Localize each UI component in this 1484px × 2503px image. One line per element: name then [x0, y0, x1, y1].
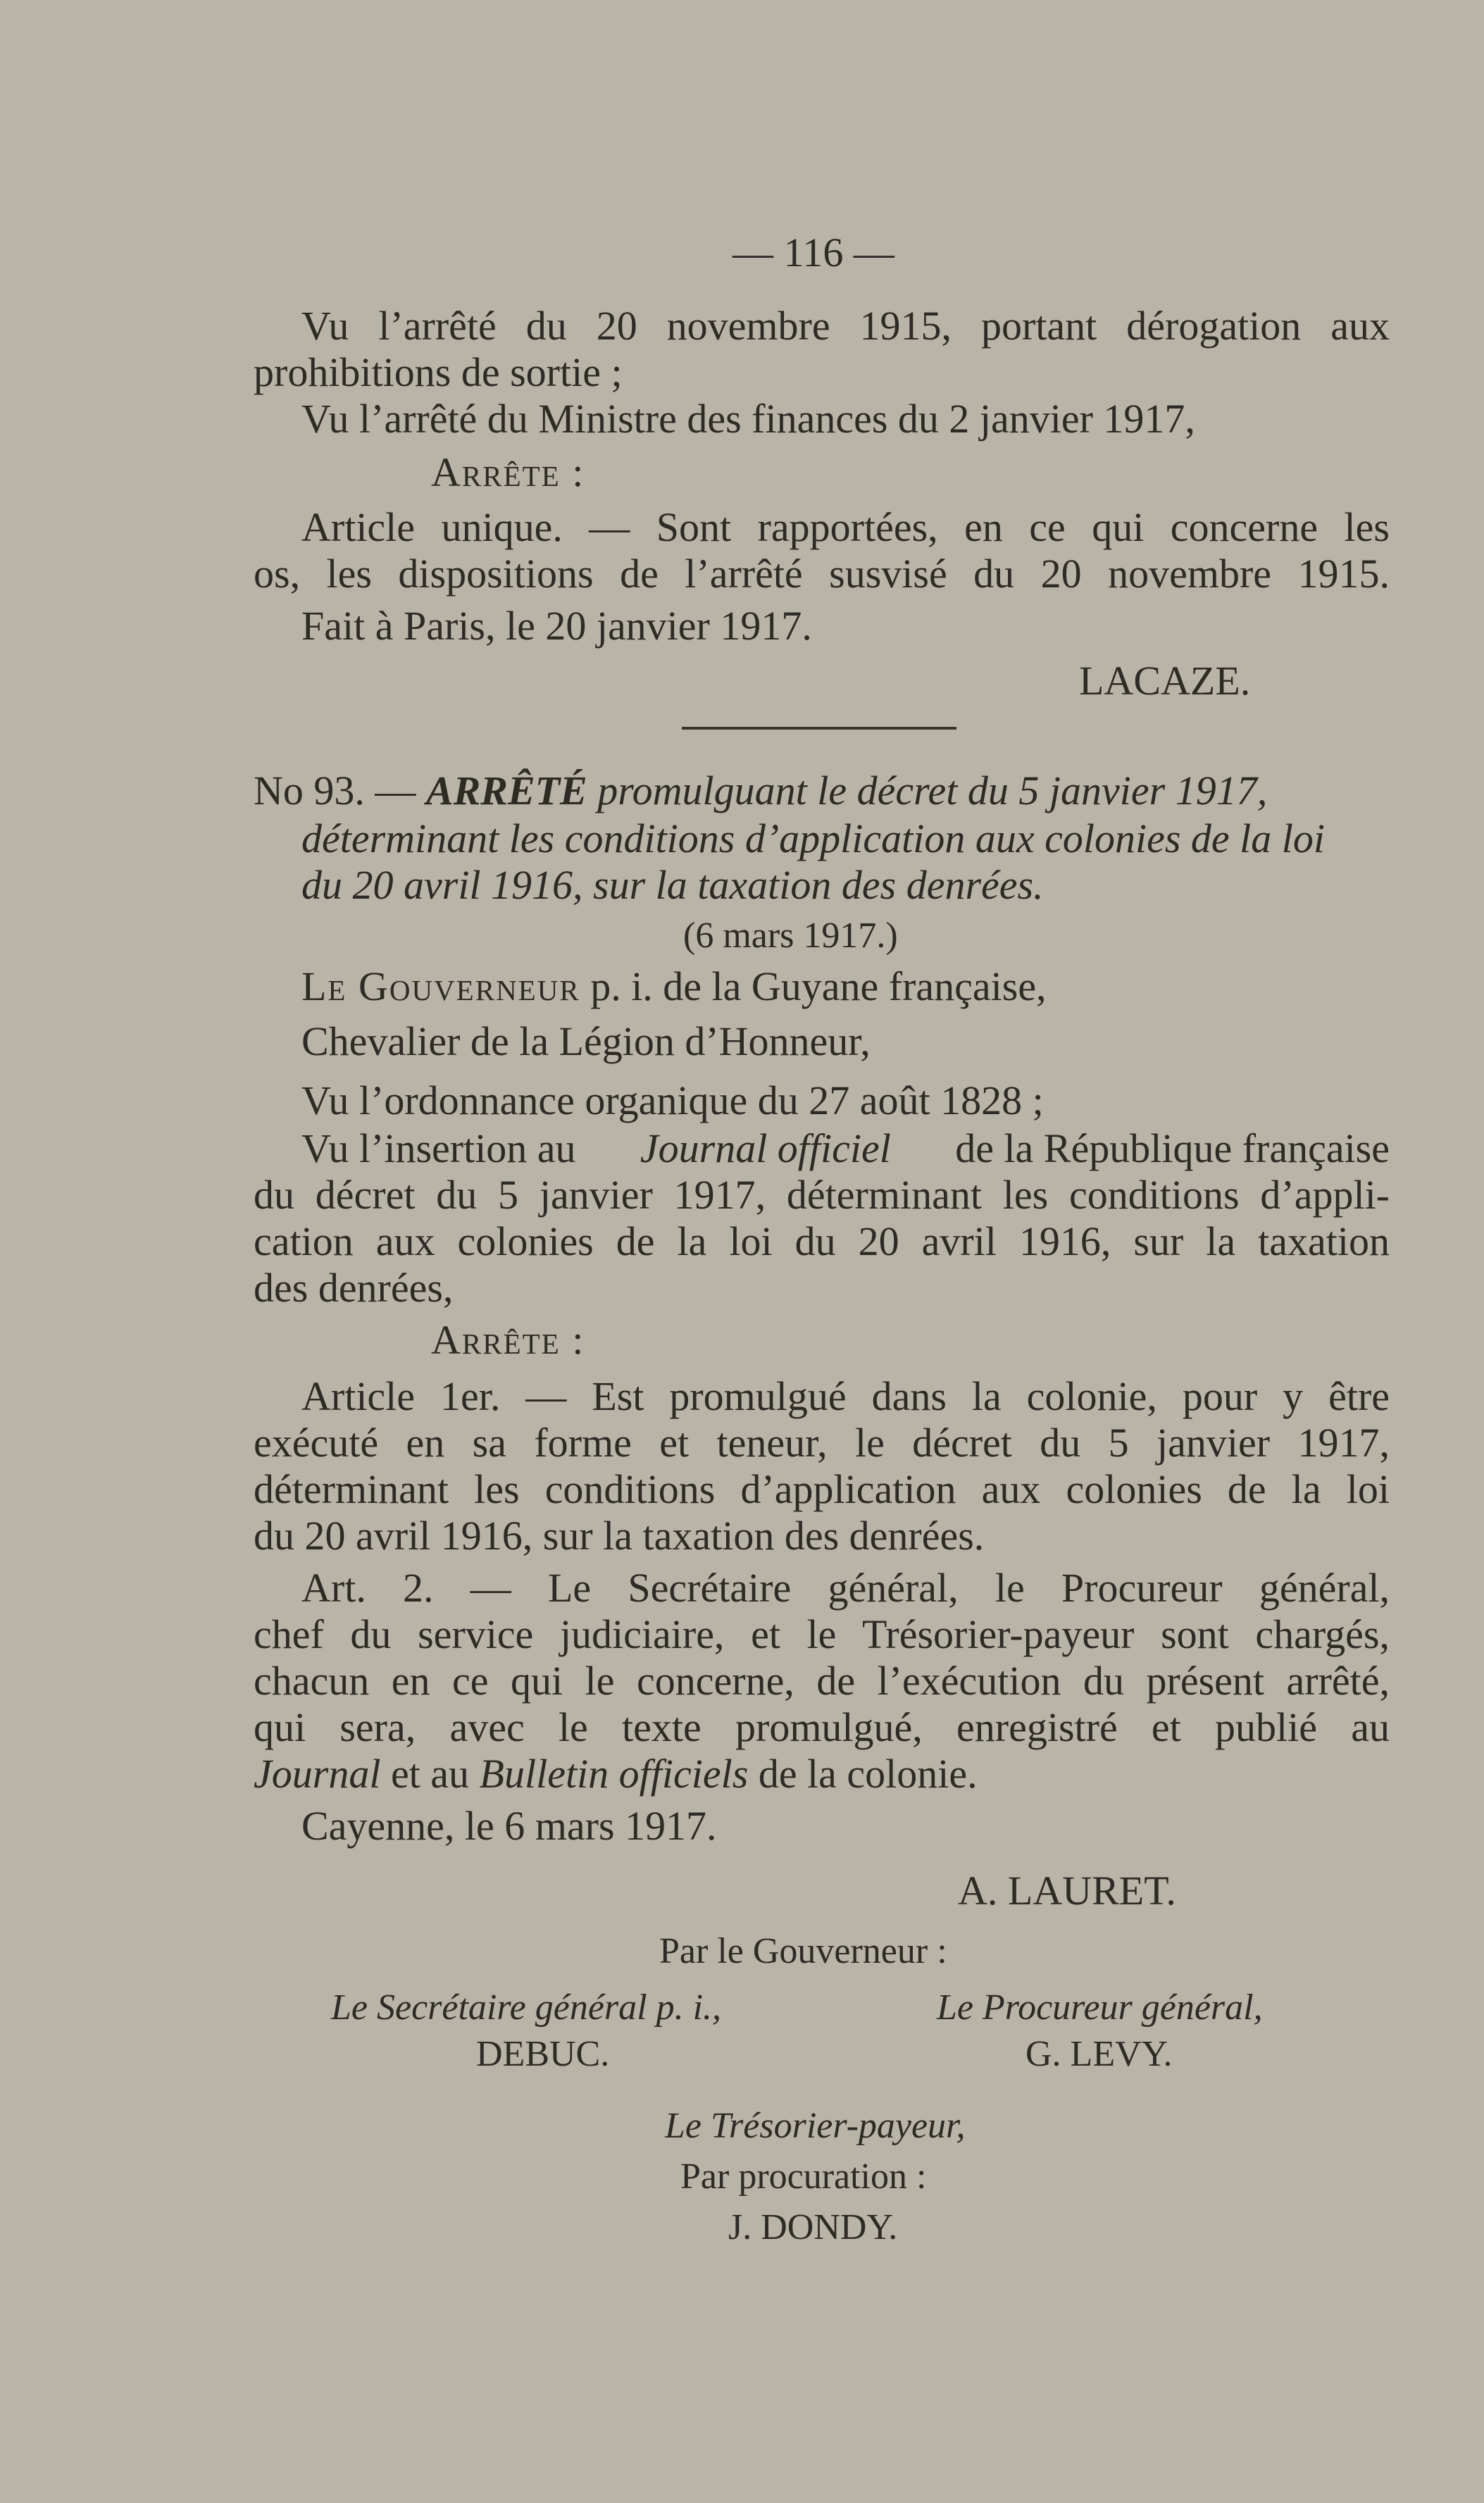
signatory-title: Le Secrétaire général p. i.,: [331, 1987, 722, 2028]
signature: A. LAURET.: [958, 1868, 1176, 1914]
text-line: Article 1er. — Est promulgué dans la colonie, pour y être: [301, 1373, 1390, 1419]
signatory-name: G. LEVY.: [1025, 2034, 1173, 2074]
decree-date: (6 mars 1917.): [683, 916, 898, 956]
text-line: Vu l’arrêté du 20 novembre 1915, portant dérogation aux: [301, 303, 1390, 349]
decree-title: déterminant les conditions d’application aux colonies de la loi: [301, 816, 1326, 861]
governor-title: Le Gouverneur: [301, 963, 580, 1009]
signatory-title: Le Trésorier-payeur,: [665, 2106, 966, 2146]
section-divider: [682, 727, 956, 730]
text-line: du 20 avril 1916, sur la taxation des denrées.: [254, 1513, 985, 1559]
text-line: [301, 1125, 1390, 1172]
decree-number: No 93. —: [254, 768, 416, 813]
journal-name: Journal: [254, 1751, 381, 1797]
text-line: Vu l’arrêté du Ministre des finances du 2 janvier 1917,: [301, 396, 1195, 442]
text-line: [254, 1751, 978, 1797]
signatory-title: Le Procureur général,: [937, 1987, 1263, 2028]
decree-title: du 20 avril 1916, sur la taxation des denrées.: [301, 862, 1044, 908]
text-line: Article unique. — Sont rapportées, en ce qui concerne les: [301, 504, 1390, 550]
text-line: chacun en ce qui le concerne, de l’exécution du présent arrêté,: [254, 1658, 1390, 1704]
governor-rest: p. i. de la Guyane française,: [590, 963, 1047, 1009]
arrete-heading: Arrête :: [431, 449, 585, 495]
journal-name: Journal officiel: [640, 1125, 891, 1171]
text-line: Par le Gouverneur :: [659, 1931, 947, 1971]
text-line: chef du service judiciaire, et le Trésorier-payeur sont chargés,: [254, 1611, 1390, 1657]
text-span: Vu l’insertion au: [301, 1125, 576, 1171]
decree-title-line: [254, 768, 1267, 814]
text-line: déterminant les conditions d’application aux colonies de la loi: [254, 1466, 1390, 1512]
text-line: Vu l’ordonnance organique du 27 août 1828 ;: [301, 1078, 1044, 1123]
bulletin-name: Bulletin officiels: [479, 1751, 749, 1797]
decree-heading: ARRÊTÉ: [425, 768, 587, 813]
place-date: Cayenne, le 6 mars 1917.: [301, 1803, 717, 1849]
text-span: de la colonie.: [758, 1751, 978, 1797]
text-span: de la République française: [955, 1125, 1390, 1171]
signature: LACAZE.: [1079, 658, 1251, 704]
text-line: Art. 2. — Le Secrétaire général, le Procureur général,: [301, 1565, 1390, 1611]
text-span: et au: [390, 1751, 470, 1797]
text-line: du décret du 5 janvier 1917, déterminant les conditions d’appli-: [254, 1172, 1390, 1218]
arrete-heading: Arrête :: [431, 1317, 585, 1363]
text-line: os, les dispositions de l’arrêté susvisé du 20 novembre 1915.: [254, 551, 1390, 597]
text-line: Chevalier de la Légion d’Honneur,: [301, 1018, 871, 1064]
decree-title: promulguant le décret du 5 janvier 1917,: [597, 768, 1268, 813]
text-line: exécuté en sa forme et teneur, le décret du 5 janvier 1917,: [254, 1420, 1390, 1466]
page-number: — 116 —: [732, 230, 894, 275]
text-line: Par procuration :: [680, 2156, 927, 2197]
text-line: des denrées,: [254, 1265, 454, 1311]
text-line: qui sera, avec le texte promulgué, enregistré et publié au: [254, 1704, 1390, 1750]
signatory-name: DEBUC.: [476, 2034, 610, 2074]
text-line: prohibitions de sortie ;: [254, 349, 623, 395]
text-line: cation aux colonies de la loi du 20 avril 1916, sur la taxation: [254, 1218, 1390, 1264]
signatory-name: J. DONDY.: [728, 2207, 898, 2247]
text-line: [301, 963, 1047, 1010]
text-line: Fait à Paris, le 20 janvier 1917.: [301, 603, 812, 649]
